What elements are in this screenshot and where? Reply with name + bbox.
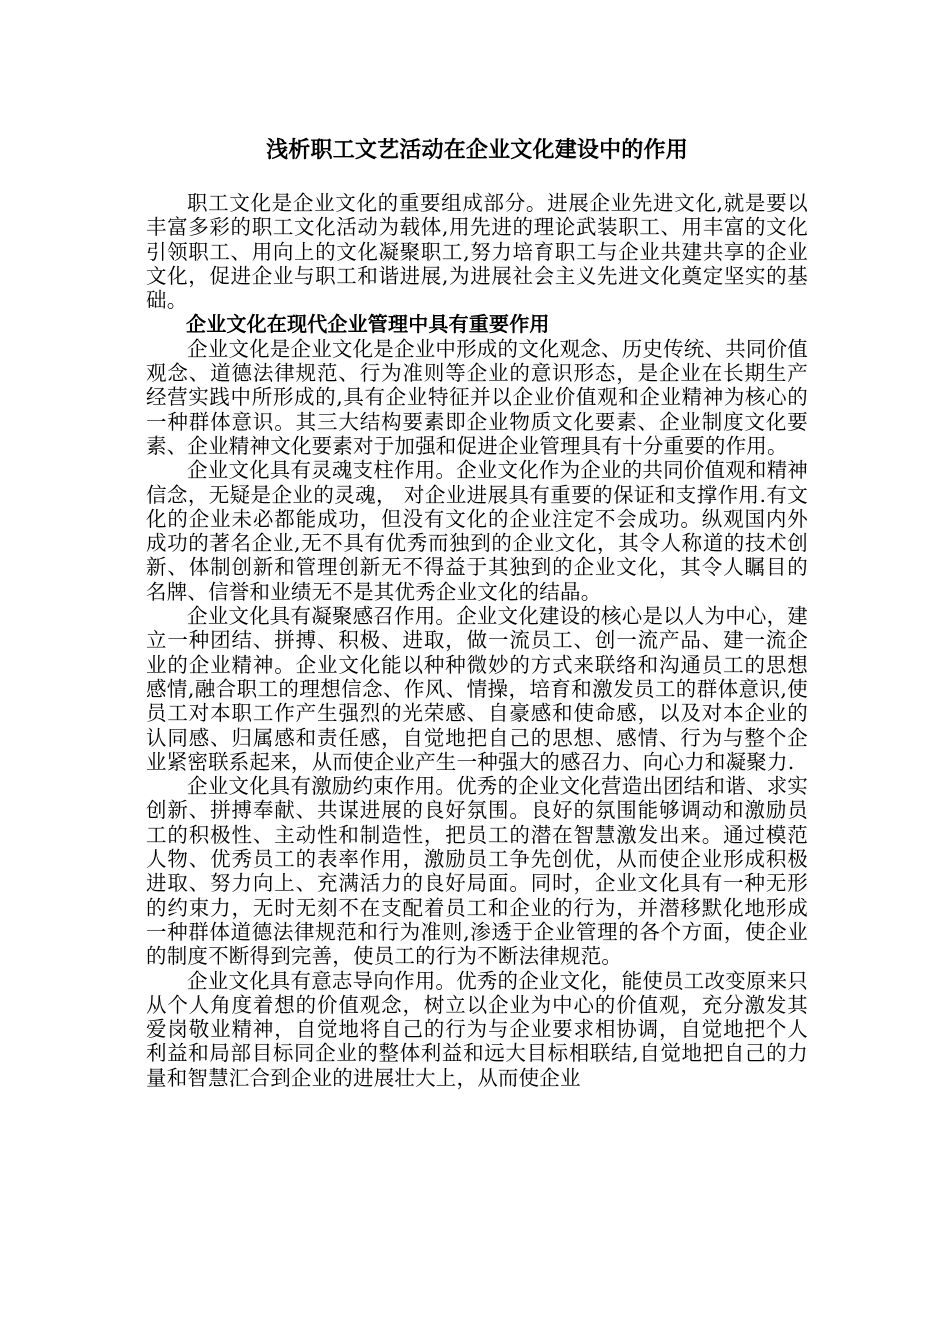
body-paragraph-4: 企业文化具有激励约束作用。优秀的企业文化营造出团结和谐、求实创新、拼搏奉献、共谋进展的良好氛围。良好的氛围能够调动和激励员工的积极性、主动性和制造性，把员工的潜在智慧激发出来。通过模范人物、优秀员工的表率作用，激励员工争先创优，从而使企业形成积极进取、努力向上、充满活力的良好局面。同时，企业文化具有一种无形的约束力，无时无刻不在支配着员工和企业的行为，并潜移默化地形成一种群体道德法律规范和行为准则,渗透于企业管理的各个方面，使企业的制度不断得到完善，使员工的行为不断法律规范。 (146, 774, 808, 969)
body-paragraph-3: 企业文化具有凝聚感召作用。企业文化建设的核心是以人为中心，建立一种团结、拼搏、积极、进取，做一流员工、创一流产品、建一流企业的企业精神。企业文化能以种种微妙的方式来联络和沟通员工的思想感情,融合职工的理想信念、作风、情操，培育和激发员工的群体意识,使员工对本职工作产生强烈的光荣感、自豪感和使命感，以及对本企业的认同感、归属感和责任感，自觉地把自己的思想、感情、行为与整个企业紧密联系起来，从而使企业产生一种强大的感召力、向心力和凝聚力. (146, 604, 808, 774)
body-paragraph-1: 企业文化是企业文化是企业中形成的文化观念、历史传统、共同价值观念、道德法律规范、行为准则等企业的意识形态，是企业在长期生产经营实践中所形成的,具有企业特征并以企业价值观和企业精神为核心的一种群体意识。其三大结构要素即企业物质文化要素、企业制度文化要素、企业精神文化要素对于加强和促进企业管理具有十分重要的作用。 (146, 336, 808, 458)
intro-paragraph: 职工文化是企业文化的重要组成部分。进展企业先进文化,就是要以丰富多彩的职工文化活动为载体,用先进的理论武装职工、用丰富的文化引领职工、用向上的文化凝聚职工,努力培育职工与企业共建共享的企业文化，促进企业与职工和谐进展,为进展社会主义先进文化奠定坚实的基础。 (146, 191, 808, 313)
document-page (146, 136, 808, 1090)
section-heading: 企业文化在现代企业管理中具有重要作用 (186, 312, 550, 337)
document-title: 浅析职工文艺活动在企业文化建设中的作用 (266, 138, 688, 163)
body-paragraph-5: 企业文化具有意志导向作用。优秀的企业文化，能使员工改变原来只从个人角度着想的价值观念，树立以企业为中心的价值观，充分激发其爱岗敬业精神，自觉地将自己的行为与企业要求相协调，自觉地把个人利益和局部目标同企业的整体利益和远大目标相联结,自觉地把自己的力量和智慧汇合到企业的进展壮大上，从而使企业 (146, 968, 808, 1090)
body-paragraph-2: 企业文化具有灵魂支柱作用。企业文化作为企业的共同价值观和精神信念，无疑是企业的灵魂， 对企业进展具有重要的保证和支撑作用.有文化的企业未必都能成功，但没有文化的企业注定不会成功。纵观国内外成功的著名企业,无不具有优秀而独到的企业文化，其令人称道的技术创新、体制创新和管理创新无不得益于其独到的企业文化，其令人瞩目的名牌、信誉和业绩无不是其优秀企业文化的结晶。 (146, 458, 808, 604)
